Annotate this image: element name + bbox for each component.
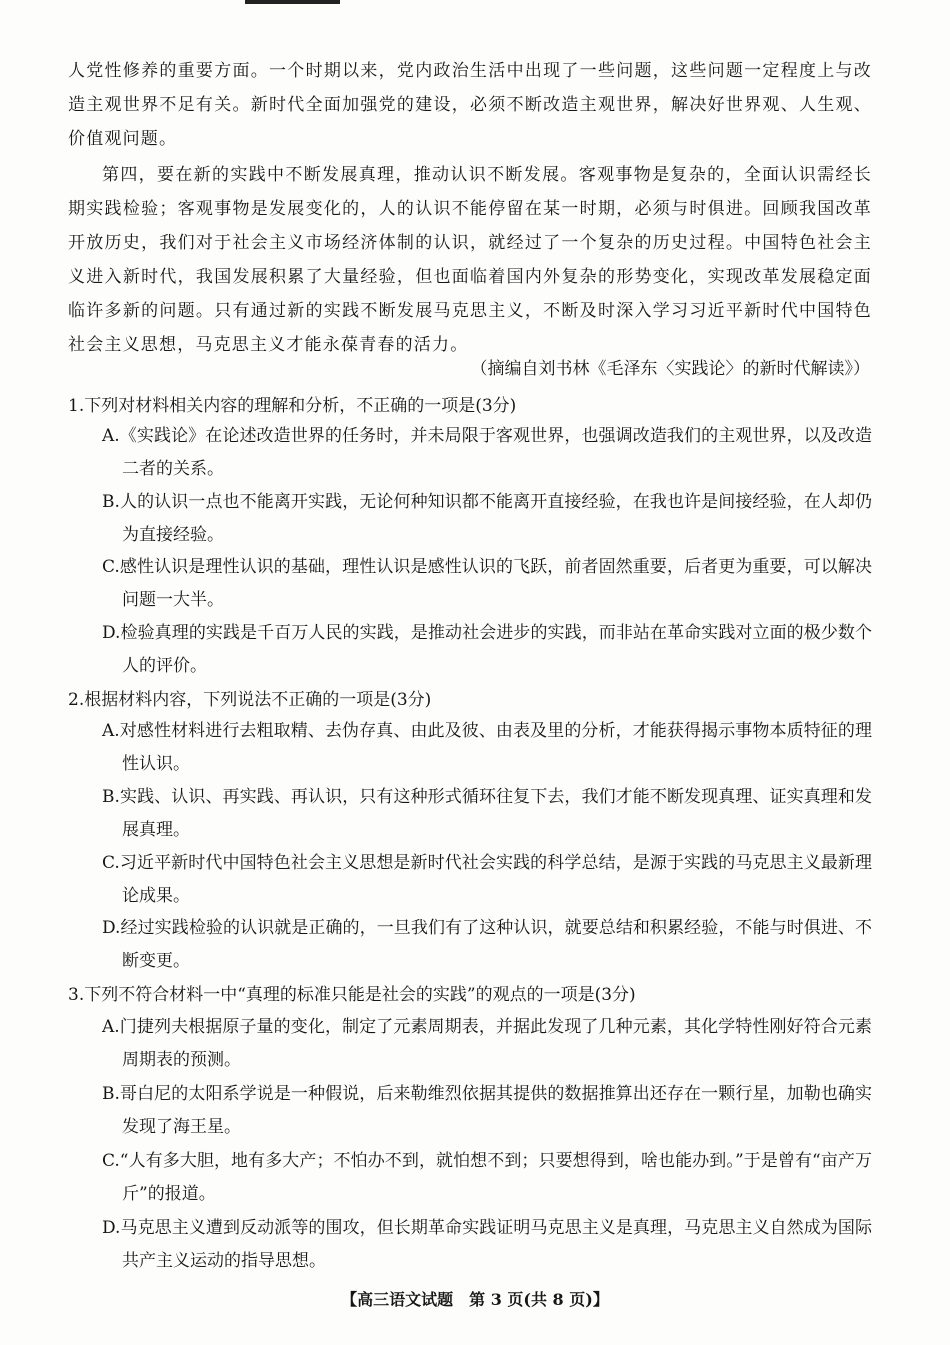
question-3-option-c: C.“人有多大胆，地有多大产；不怕办不到，就怕想不到；只要想得到，啥也能办到。”于是曾有“亩产万斤”的报道。 — [102, 1151, 872, 1204]
question-2-option-b: B.实践、认识、再实践、再认识，只有这种形式循环往复下去，我们才能不断发现真理、证实真理和发展真理。 — [102, 787, 872, 840]
question-1-option-d: D.检验真理的实践是千百万人民的实践，是推动社会进步的实践，而非站在革命实践对立面的极少数个人的评价。 — [102, 623, 872, 676]
passage-source: （摘编自刘书林《毛泽东〈实践论〉的新时代解读》） — [470, 359, 870, 379]
scan-edge-mark — [245, 0, 340, 4]
question-1-option-b: B.人的认识一点也不能离开实践，无论何种知识都不能离开直接经验，在我也许是间接经验，在人却仍为直接经验。 — [102, 492, 872, 545]
question-3-stem: 3.下列不符合材料一中“真理的标准只能是社会的实践”的观点的一项是(3分) — [68, 985, 636, 1005]
question-3-option-b: B.哥白尼的太阳系学说是一种假说，后来勒维烈依据其提供的数据推算出还存在一颗行星，加勒也确实发现了海王星。 — [102, 1084, 872, 1137]
question-1-stem: 1.下列对材料相关内容的理解和分析，不正确的一项是(3分) — [68, 396, 517, 416]
passage-paragraph-2: 第四，要在新的实践中不断发展真理，推动认识不断发展。客观事物是复杂的，全面认识需经长期实践检验；客观事物是发展变化的，人的认识不能停留在某一时期，必须与时俱进。回顾我国改革开放历史，我们对于社会主义市场经济体制的认识，就经过了一个复杂的历史过程。中国特色社会主义进入新时代，我国发展积累了大量经验，但也面临着国内外复杂的形势变化，实现改革发展稳定面临许多新的问题。只有通过新的实践不断发展马克思主义，不断及时深入学习习近平新时代中国特色社会主义思想，马克思主义才能永葆青春的活力。 — [68, 165, 872, 355]
question-2-option-c: C.习近平新时代中国特色社会主义思想是新时代社会实践的科学总结，是源于实践的马克思主义最新理论成果。 — [102, 853, 872, 906]
question-2-option-d: D.经过实践检验的认识就是正确的，一旦我们有了这种认识，就要总结和积累经验，不能与时俱进、不断变更。 — [102, 918, 872, 971]
question-2-option-a: A.对感性材料进行去粗取精、去伪存真、由此及彼、由表及里的分析，才能获得揭示事物本质特征的理性认识。 — [102, 721, 872, 774]
question-1-option-a: A.《实践论》在论述改造世界的任务时，并未局限于客观世界，也强调改造我们的主观世界，以及改造二者的关系。 — [102, 426, 872, 479]
question-3-option-a: A.门捷列夫根据原子量的变化，制定了元素周期表，并据此发现了几种元素，其化学特性刚好符合元素周期表的预测。 — [102, 1017, 872, 1070]
passage-paragraph-1: 人党性修养的重要方面。一个时期以来，党内政治生活中出现了一些问题，这些问题一定程度上与改造主观世界不足有关。新时代全面加强党的建设，必须不断改造主观世界，解决好世界观、人生观、价值观问题。 — [68, 61, 872, 149]
question-3-option-d: D.马克思主义遭到反动派等的围攻，但长期革命实践证明马克思主义是真理，马克思主义自然成为国际共产主义运动的指导思想。 — [102, 1218, 872, 1271]
question-2-stem: 2.根据材料内容，下列说法不正确的一项是(3分) — [68, 690, 432, 710]
page-footer: 【高三语文试题 第 3 页(共 8 页)】 — [341, 1290, 609, 1309]
question-1-option-c: C.感性认识是理性认识的基础，理性认识是感性认识的飞跃，前者固然重要，后者更为重要，可以解决问题一大半。 — [102, 557, 872, 610]
